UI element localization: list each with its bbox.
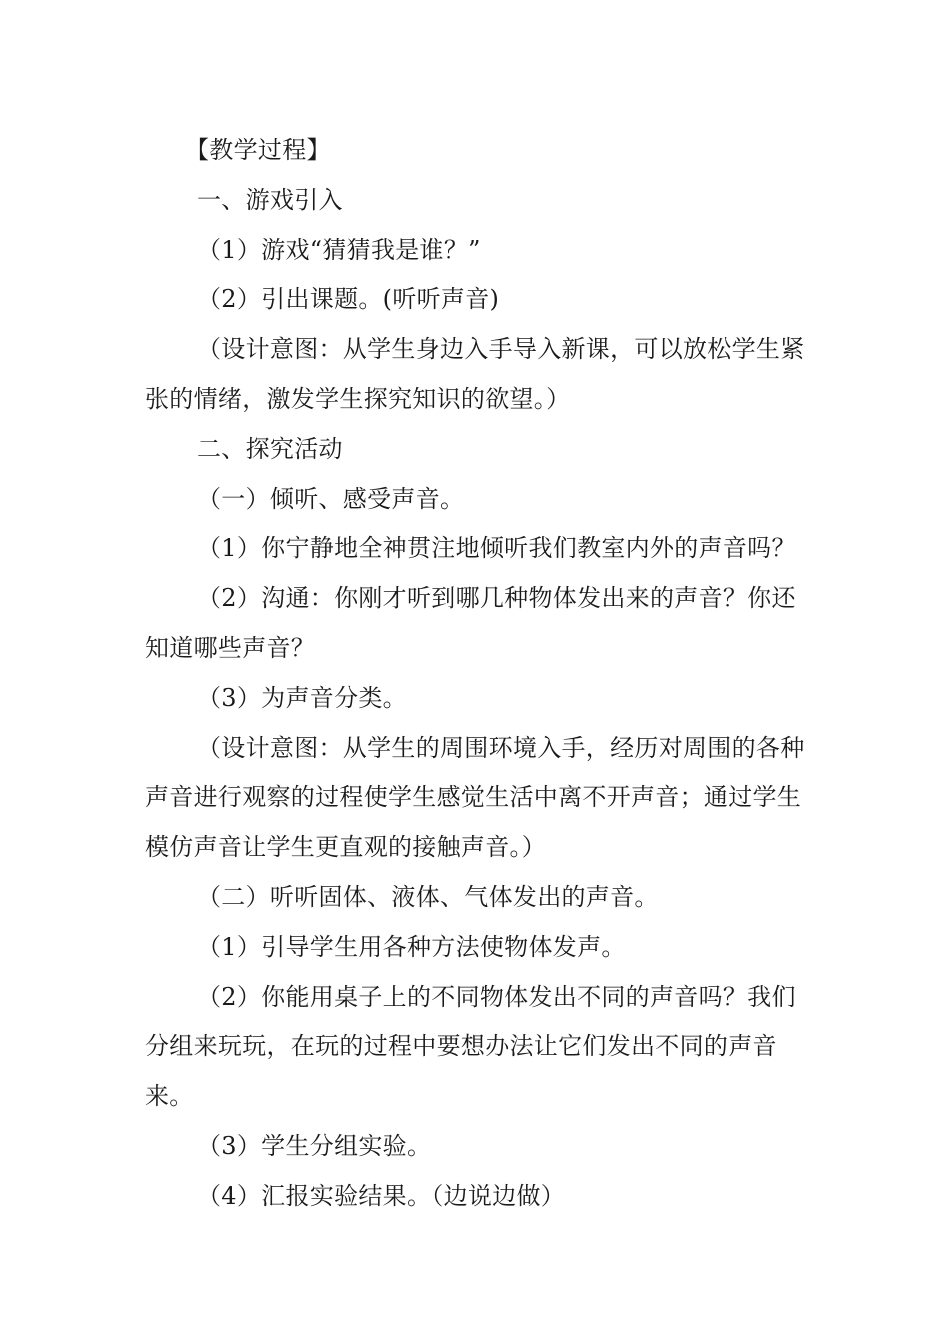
paragraph-listen-3: （3）为声音分类。 <box>197 683 407 712</box>
paragraph-sound-4: （4）汇报实验结果。（边说边做） <box>197 1181 566 1210</box>
section-heading-exploration: 二、探究活动 <box>197 434 343 463</box>
paragraph-game: （1）游戏“猜猜我是谁？” <box>197 235 481 264</box>
section-heading-game-intro: 一、游戏引入 <box>197 185 343 214</box>
paragraph-listen-2: （2）沟通：你刚才听到哪几种物体发出来的声音？你还知道哪些声音？ <box>145 584 796 662</box>
paragraph-design-intent-1: （设计意图：从学生身边入手导入新课，可以放松学生紧张的情绪，激发学生探究知识的欲望。） <box>145 335 805 413</box>
paragraph-design-intent-2: （设计意图：从学生的周围环境入手，经历对周围的各种声音进行观察的过程使学生感觉生活中离不开声音；通过学生模仿声音让学生更直观的接触声音。） <box>145 733 805 862</box>
paragraph-topic: （2）引出课题。(听听声音) <box>197 285 500 314</box>
section-heading-teaching-process: 【教学过程】 <box>185 136 331 164</box>
subsection-heading-sound-states: （二）听听固体、液体、气体发出的声音。 <box>197 882 659 911</box>
paragraph-sound-3: （3）学生分组实验。 <box>197 1131 432 1160</box>
document-body <box>145 126 807 1222</box>
paragraph-sound-2: （2）你能用桌子上的不同物体发出不同的声音吗？我们分组来玩玩，在玩的过程中要想办法让它们发出不同的声音来。 <box>145 982 796 1111</box>
paragraph-sound-1: （1）引导学生用各种方法使物体发声。 <box>197 932 626 961</box>
subsection-heading-listen: （一）倾听、感受声音。 <box>197 484 465 513</box>
paragraph-listen-1: （1）你宁静地全神贯注地倾听我们教室内外的声音吗？ <box>197 534 796 563</box>
